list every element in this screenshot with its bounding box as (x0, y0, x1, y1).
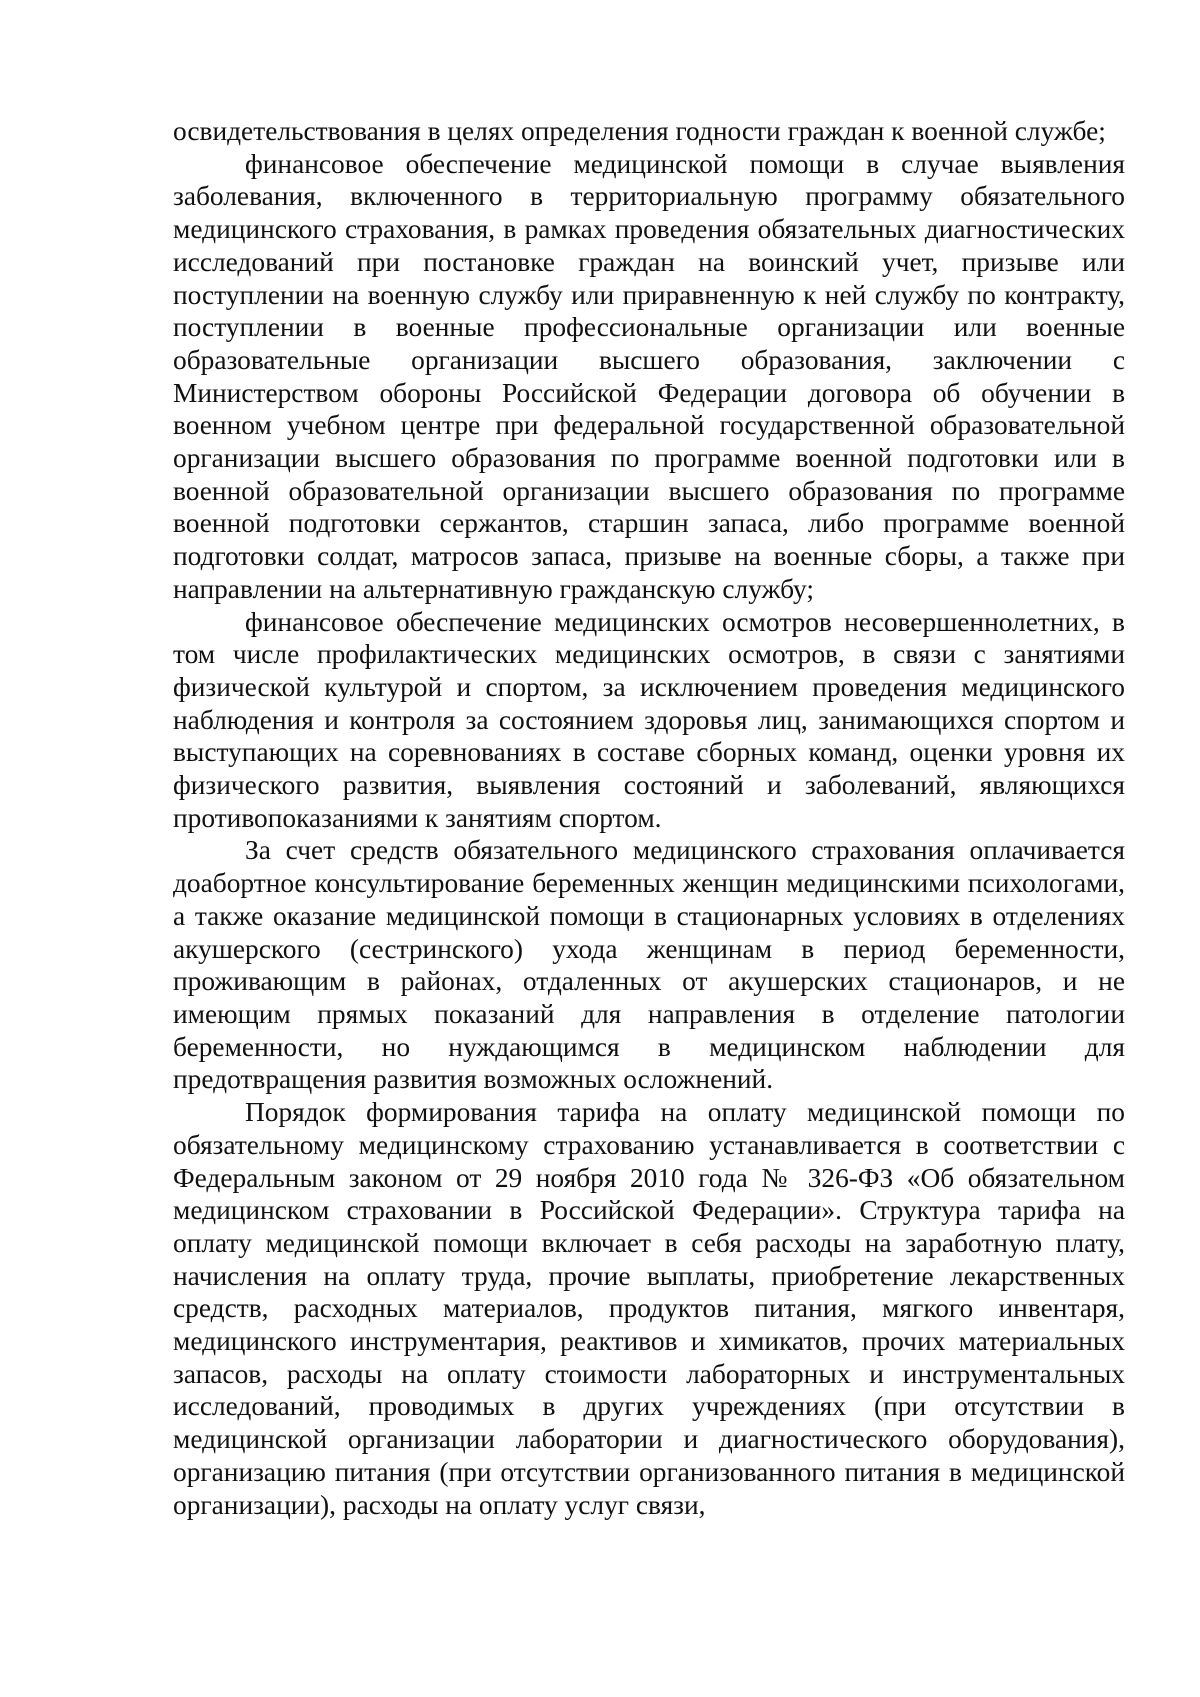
paragraph-military-screening-financing: финансовое обеспечение медицинской помощи в случае выявления заболевания, включенного в территориальную программу обязательного медицинского страхования, в рамках проведения обязательных диагностических исследований при постановке граждан на воинский учет, призыве или поступлении на военную службу или приравненную к ней службу по контракту, поступлении в военные профессиональные организации или военные образовательные организации высшего образования, заключении с Министерством обороны Российской Федерации договора об обучении в военном учебном центре при федеральной государственной образовательной организации высшего образования по программе военной подготовки или в военной образовательной организации высшего образования по программе военной подготовки сержантов, старшин запаса, либо программе военной подготовки солдат, матросов запаса, призыве на военные сборы, а также при направлении на альтернативную гражданскую службу; (173, 148, 1125, 604)
paragraph-tariff-structure: Порядок формирования тарифа на оплату медицинской помощи по обязательному медицинскому страхованию устанавливается в соответствии с Федеральным законом от 29 ноября 2010 года № 326-ФЗ «Об обязательном медицинском страховании в Российской Федерации». Структура тарифа на оплату медицинской помощи включает в себя расходы на заработную плату, начисления на оплату труда, прочие выплаты, приобретение лекарственных средств, расходных материалов, продуктов питания, мягкого инвентаря, медицинского инструментария, реактивов и химикатов, прочих материальных запасов, расходы на оплату стоимости лабораторных и инструментальных исследований, проводимых в других учреждениях (при отсутствии в медицинской организации лаборатории и диагностического оборудования), организацию питания (при отсутствии организованного питания в медицинской организации), расходы на оплату услуг связи, (173, 1097, 1125, 1520)
paragraph-continuation: освидетельствования в целях определения годности граждан к военной службе; (173, 116, 1106, 146)
document-body (173, 115, 1125, 1521)
paragraph-oms-pregnancy-care: За счет средств обязательного медицинского страхования оплачивается доабортное консультирование беременных женщин медицинскими психологами, а также оказание медицинской помощи в стационарных условиях в отделениях акушерского (сестринского) ухода женщинам в период беременности, проживающим в районах, отдаленных от акушерских стационаров, и не имеющим прямых показаний для направления в отделение патологии беременности, но нуждающимся в медицинском наблюдении для предотвращения развития возможных осложнений. (173, 835, 1125, 1095)
paragraph-minor-examinations-financing: финансовое обеспечение медицинских осмотров несовершеннолетних, в том числе профилактических медицинских осмотров, в связи с занятиями физической культурой и спортом, за исключением проведения медицинского наблюдения и контроля за состоянием здоровья лиц, занимающихся спортом и выступающих на соревнованиях в составе сборных команд, оценки уровня их физического развития, выявления состояний и заболеваний, являющихся противопоказаниями к занятиям спортом. (173, 606, 1125, 833)
